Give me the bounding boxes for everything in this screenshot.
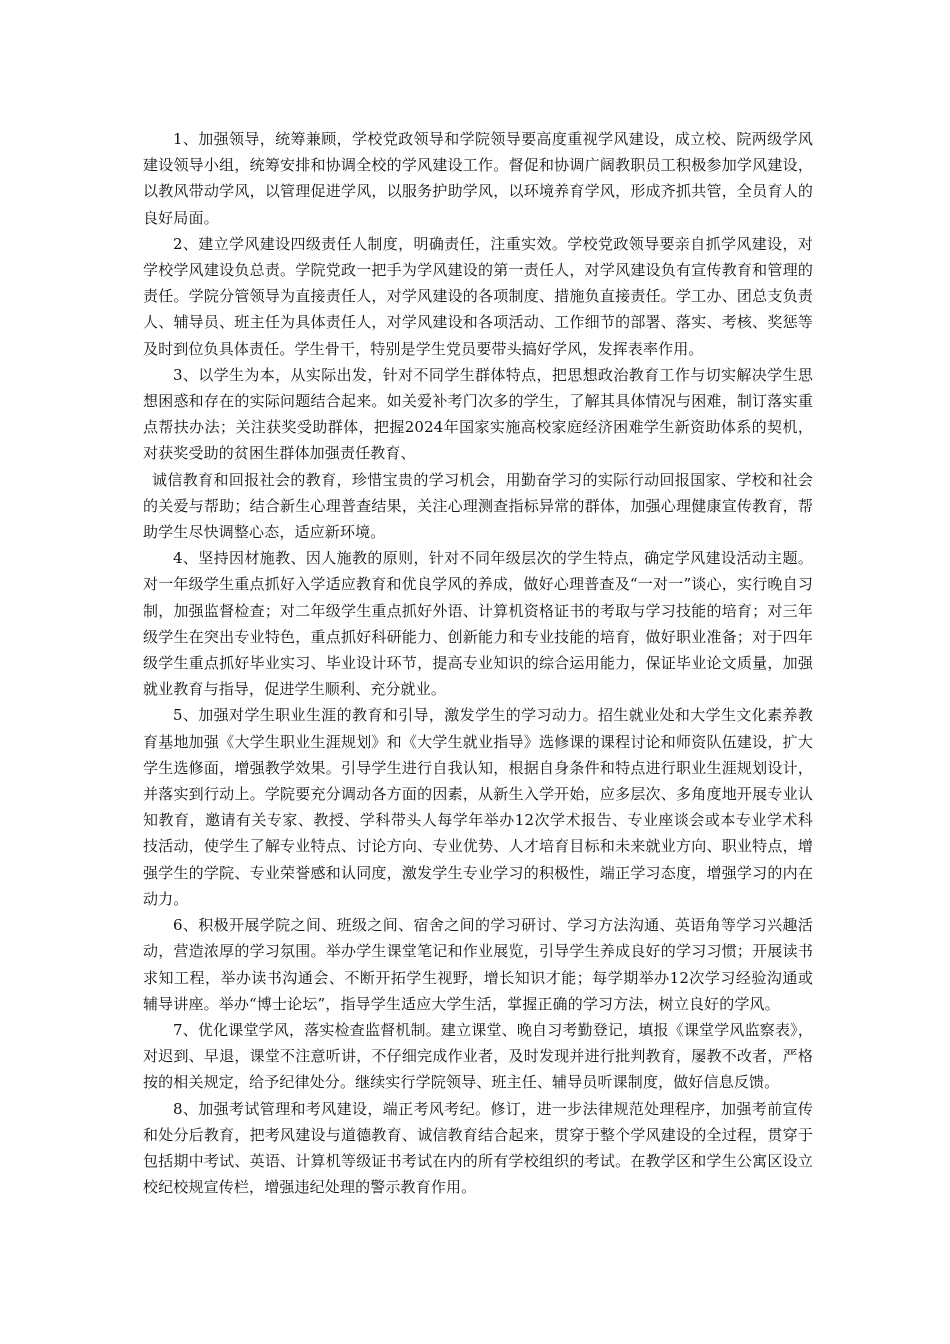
paragraph-7: 7、优化课堂学风，落实检查监督机制。建立课堂、晚自习考勤登记，填报《课堂学风监察表》，对迟到、早退，课堂不注意听讲，不仔细完成作业者，及时发现并进行批判教育，屡教不改者，严格按的相关规定，给予纪律处分。继续实行学院领导、班主任、辅导员听课制度，做好信息反馈。 — [143, 1020, 813, 1092]
paragraph-8: 8、加强考试管理和考风建设，端正考风考纪。修订，进一步法律规范处理程序，加强考前宣传和处分后教育，把考风建设与道德教育、诚信教育结合起来，贯穿于整个学风建设的全过程，贯穿于包括期中考试、英语、计算机等级证书考试在内的所有学校组织的考试。在教学区和学生公寓区设立校纪校规宣传栏，增强违纪处理的警示教育作用。 — [143, 1099, 813, 1197]
paragraph-1: 1、加强领导，统筹兼顾，学校党政领导和学院领导要高度重视学风建设，成立校、院两级学风建设领导小组，统筹安排和协调全校的学风建设工作。督促和协调广阔教职员工积极参加学风建设，以教风带动学风，以管理促进学风，以服务护助学风，以环境养育学风，形成齐抓共管，全员育人的良好局面。 — [143, 130, 813, 227]
paragraph-5: 5、加强对学生职业生涯的教育和引导，激发学生的学习动力。招生就业处和大学生文化素养教育基地加强《大学生职业生涯规划》和《大学生就业指导》选修课的课程讨论和师资队伍建设，扩大学生选修面，增强教学效果。引导学生进行自我认知，根据自身条件和特点进行职业生涯规划设计，并落实到行动上。学院要充分调动各方面的因素，从新生入学开始，应多层次、多角度地开展专业认知教育，邀请有关专家、教授、学科带头人每学年举办12次学术报告、专业座谈会或本专业学术科技活动，使学生了解专业特点、讨论方向、专业优势、人才培育目标和未来就业方向、职业特点，增强学生的学院、专业荣誉感和认同度，激发学生专业学习的积极性，端正学习态度，增强学习的内在动力。 — [143, 706, 813, 908]
paragraph-6: 6、积极开展学院之间、班级之间、宿舍之间的学习研讨、学习方法沟通、英语角等学习兴趣活动，营造浓厚的学习氛围。举办学生课堂笔记和作业展览，引导学生养成良好的学习习惯；开展读书求知工程，举办读书沟通会、不断开拓学生视野，增长知识才能；每学期举办12次学习经验沟通或辅导讲座。举办“博士论坛”，指导学生适应大学生活，掌握正确的学习方法，树立良好的学风。 — [143, 916, 813, 1013]
paragraph-3: 3、以学生为本，从实际出发，针对不同学生群体特点，把思想政治教育工作与切实解决学生思想困惑和存在的实际问题结合起来。如关爱补考门次多的学生，了解其具体情况与困难，制订落实重点帮扶办法；关注获奖受助群体，把握2024年国家实施高校家庭经济困难学生新资助体系的契机，对获奖受助的贫困生群体加强责任教育、 — [143, 365, 813, 463]
paragraph-4: 4、坚持因材施教、因人施教的原则，针对不同年级层次的学生特点，确定学风建设活动主题。对一年级学生重点抓好入学适应教育和优良学风的养成，做好心理普查及“一对一”谈心，实行晚自习制，加强监督检查；对二年级学生重点抓好外语、计算机资格证书的考取与学习技能的培育；对三年级学生在突出专业特色，重点抓好科研能力、创新能力和专业技能的培育，做好职业准备；对于四年级学生重点抓好毕业实习、毕业设计环节，提高专业知识的综合运用能力，保证毕业论文质量，加强就业教育与指导，促进学生顺利、充分就业。 — [143, 549, 813, 699]
paragraph-2: 2、建立学风建设四级责任人制度，明确责任，注重实效。学校党政领导要亲自抓学风建设，对学校学风建设负总责。学院党政一把手为学风建设的第一责任人，对学风建设负有宣传教育和管理的责任。学院分管领导为直接责任人，对学风建设的各项制度、措施负直接责任。学工办、团总支负责人、辅导员、班主任为具体责任人，对学风建设和各项活动、工作细节的部署、落实、考核、奖惩等及时到位负具体责任。学生骨干，特别是学生党员要带头搞好学风，发挥表率作用。 — [143, 234, 813, 358]
paragraph-3-continued: 诚信教育和回报社会的教育，珍惜宝贵的学习机会，用勤奋学习的实际行动回报国家、学校和社会的关爱与帮助；结合新生心理普查结果，关注心理测查指标异常的群体，加强心理健康宣传教育，帮助学生尽快调整心态，适应新环境。 — [143, 470, 813, 542]
document-body — [143, 126, 813, 1200]
